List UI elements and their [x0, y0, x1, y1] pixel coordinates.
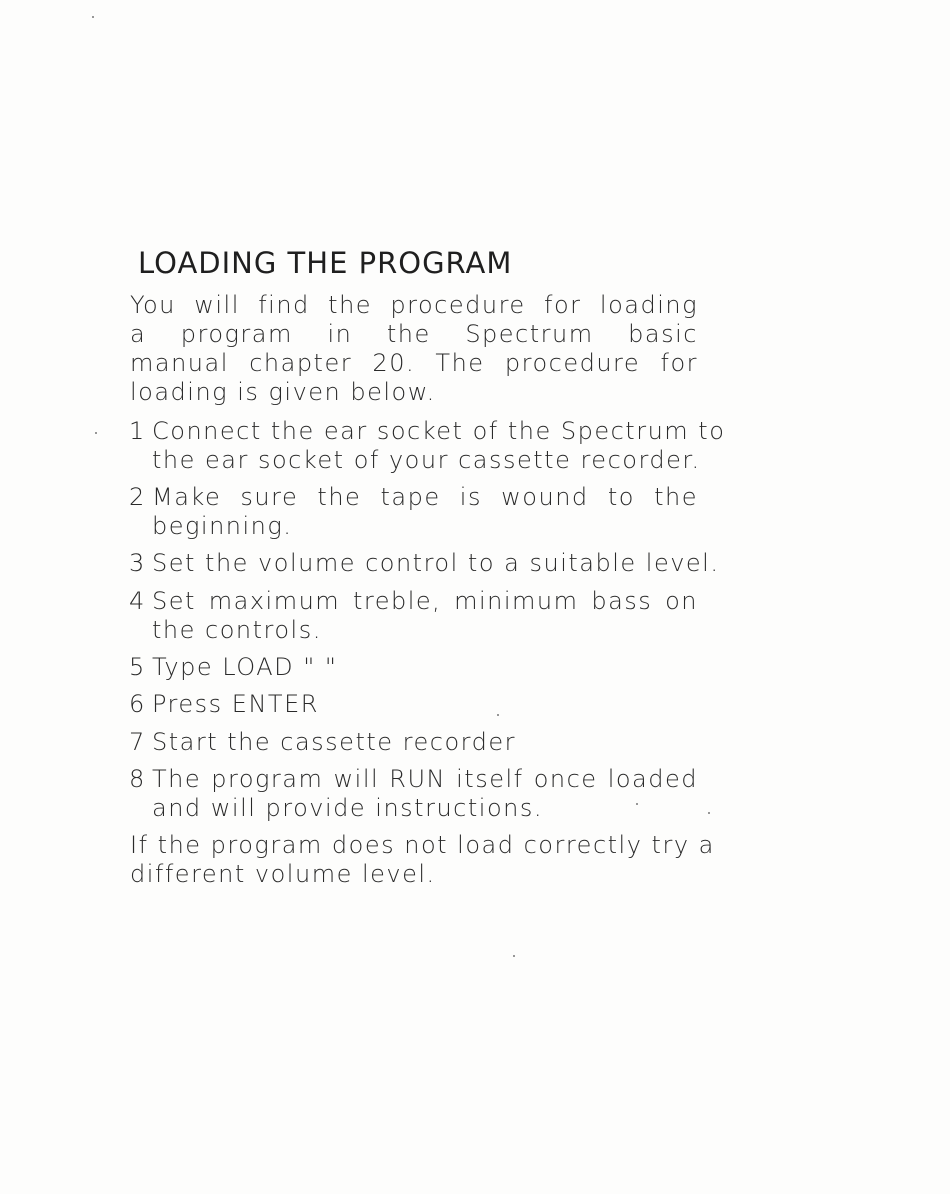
step-line: Press ENTER	[152, 690, 319, 718]
step-number: 7	[129, 728, 145, 756]
step-line: Make sure the tape is wound to the	[152, 483, 698, 511]
step-number: 4	[129, 587, 145, 615]
step-number: 3	[129, 549, 145, 577]
step-line: Type LOAD " "	[152, 653, 338, 681]
scan-speck	[92, 16, 94, 18]
intro-line: loading is given below.	[130, 378, 436, 406]
step-number: 1	[129, 417, 145, 445]
step-line: Set the volume control to a suitable level.	[152, 549, 720, 577]
step-line: beginning.	[152, 512, 293, 540]
step-number: 2	[129, 483, 145, 511]
intro-line: manual chapter 20. The procedure for	[130, 349, 698, 377]
intro-line: You will find the procedure for loading	[130, 291, 698, 319]
step-line: Set maximum treble, minimum bass on	[152, 587, 698, 615]
scan-speck	[95, 432, 97, 434]
step-line: the ear socket of your cassette recorder.	[152, 446, 701, 474]
scan-speck	[708, 812, 710, 814]
intro-line: a program in the Spectrum basic	[130, 320, 698, 348]
step-number: 5	[129, 653, 145, 681]
step-line: and will provide instructions.	[152, 794, 543, 822]
scan-speck	[636, 803, 638, 805]
page-title: LOADING THE PROGRAM	[138, 246, 513, 280]
step-line: Start the cassette recorder	[152, 728, 516, 756]
footer-line: different volume level.	[130, 860, 436, 888]
step-number: 6	[129, 690, 145, 718]
footer-line: If the program does not load correctly try a	[130, 831, 715, 859]
scan-speck	[497, 714, 499, 716]
step-line: the controls.	[152, 616, 322, 644]
step-number: 8	[129, 765, 145, 793]
scan-speck	[513, 955, 515, 957]
step-line: The program will RUN itself once loaded	[152, 765, 698, 793]
step-line: Connect the ear socket of the Spectrum to	[152, 417, 726, 445]
